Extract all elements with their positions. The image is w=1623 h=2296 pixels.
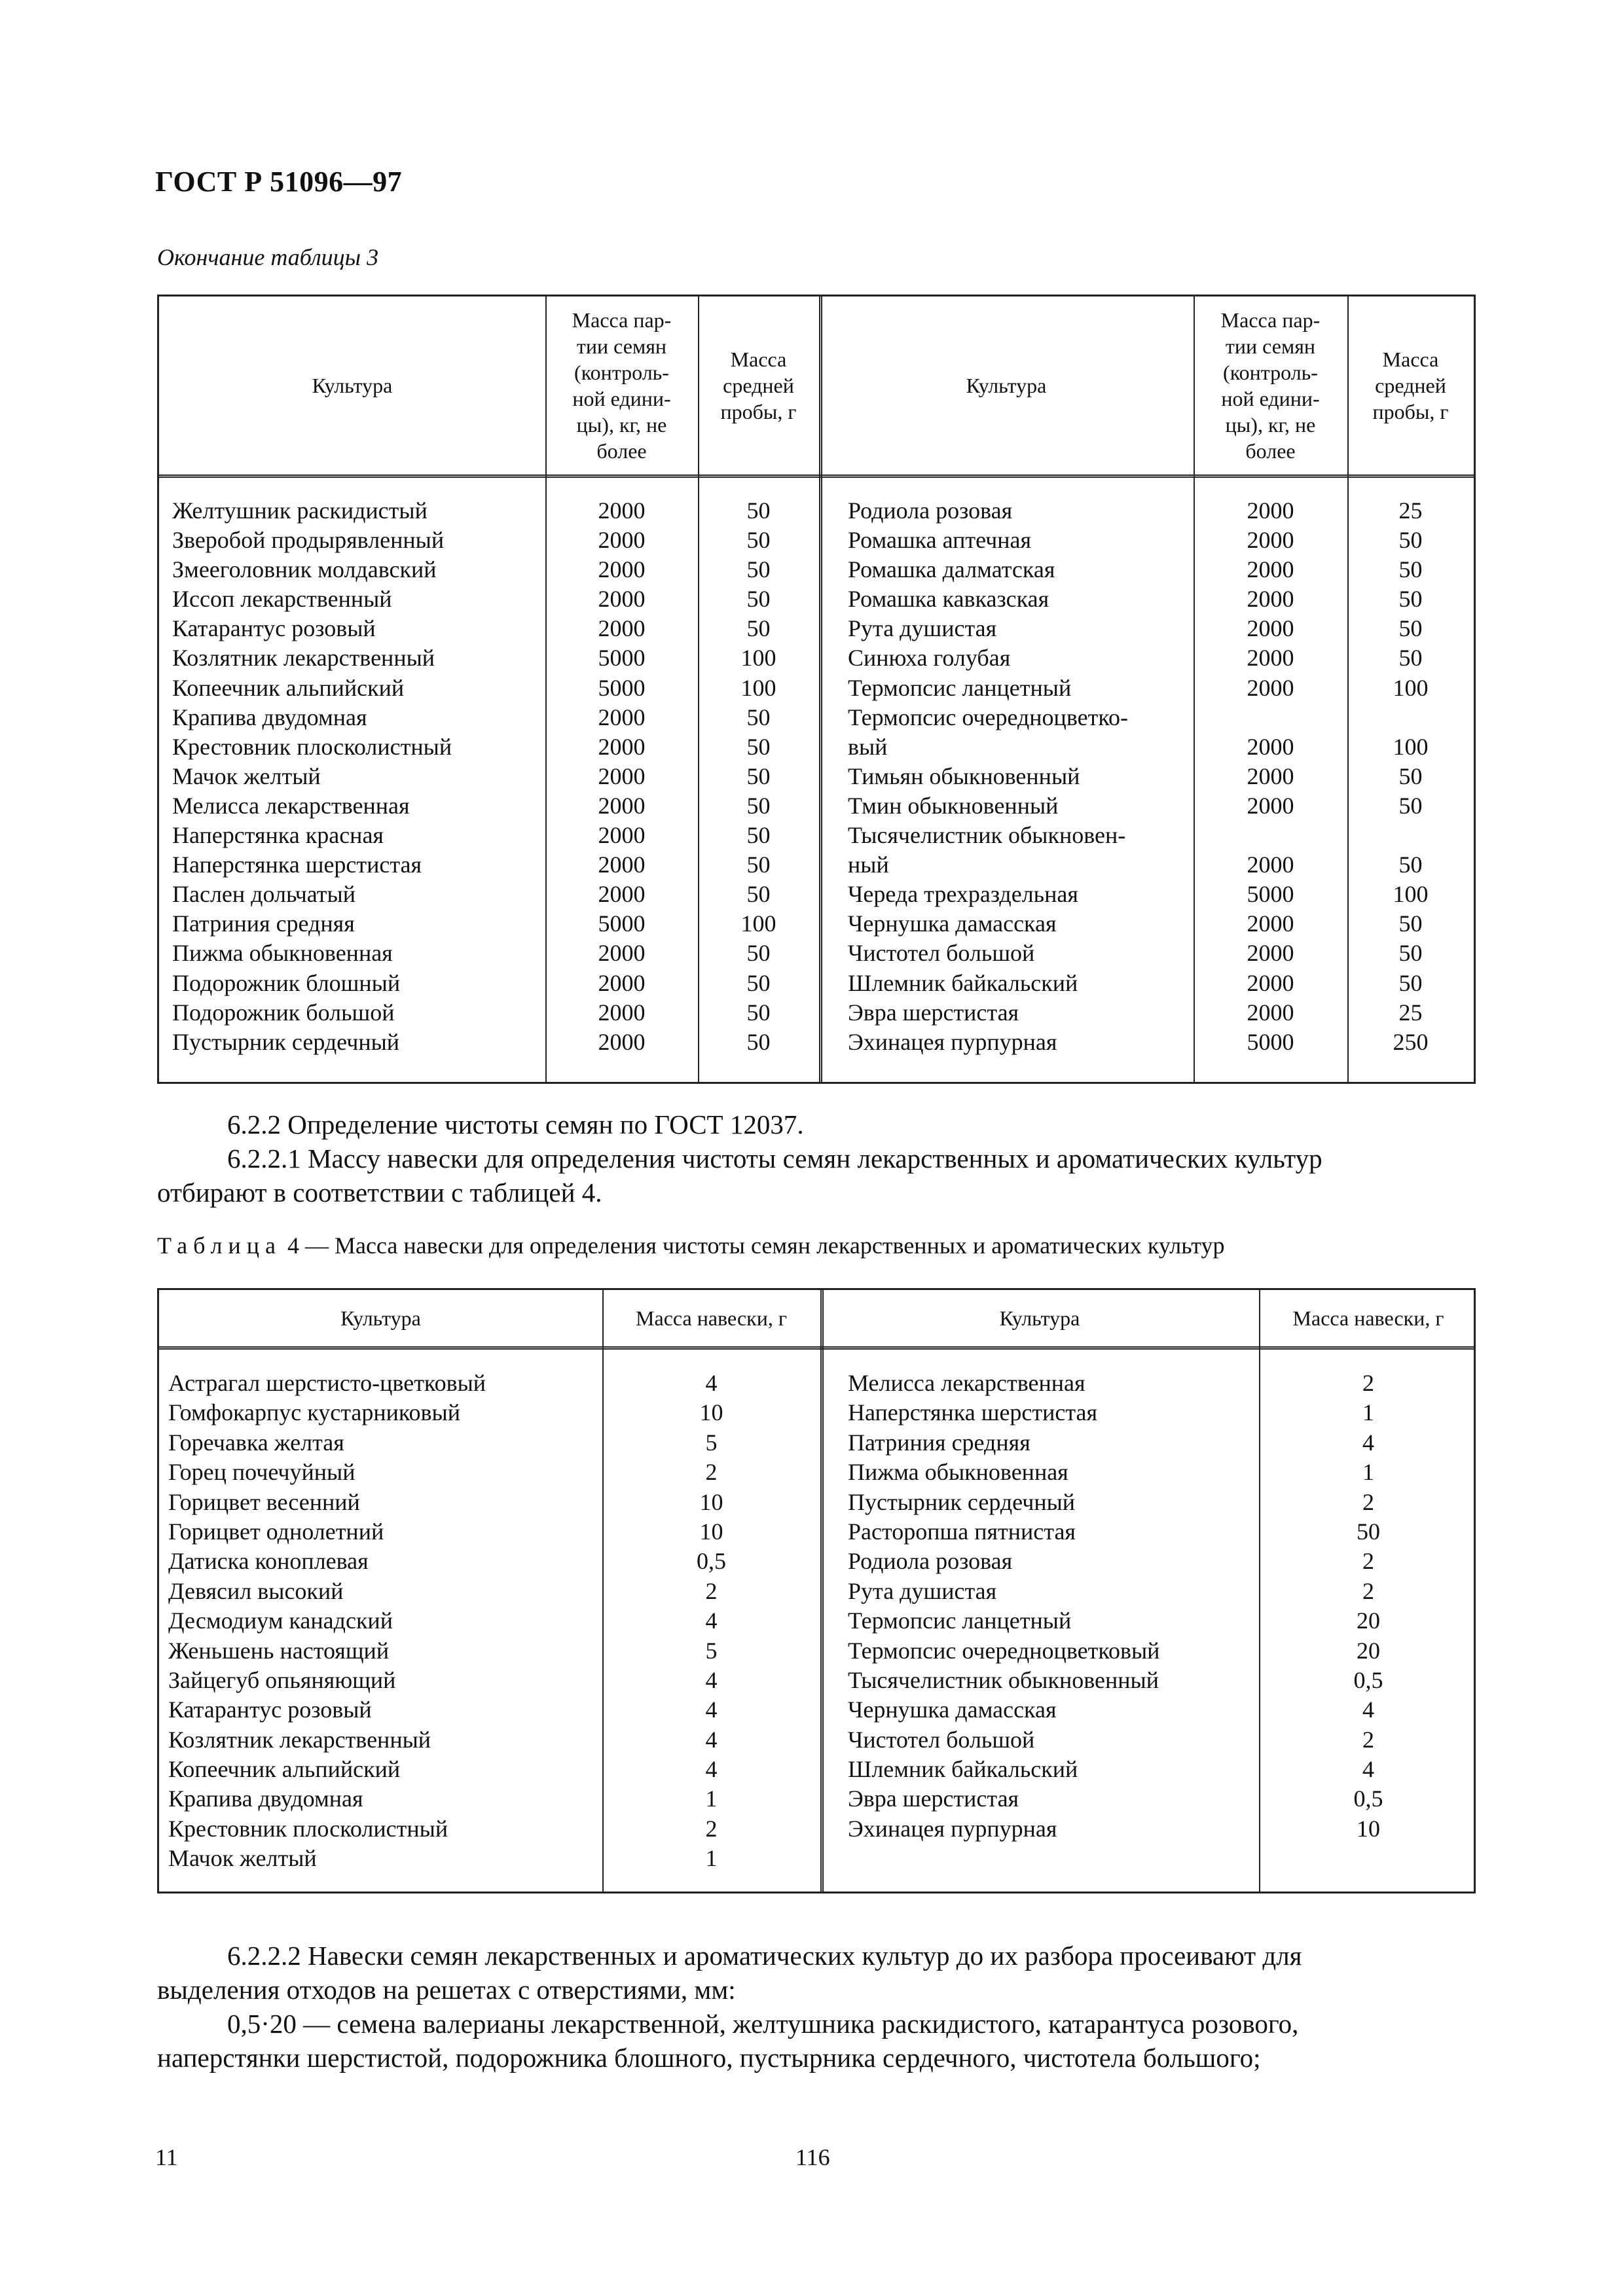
sample-mass-value: 25 (1398, 497, 1423, 524)
sample-mass-value: 250 (1393, 1028, 1429, 1055)
sample-mass-value: 50 (1398, 792, 1423, 819)
header-culture-right: Культура (966, 374, 1047, 397)
culture-name: Мачок желтый (168, 1845, 317, 1872)
culture-name: Пустырник сердечный (848, 1488, 1076, 1515)
sample-mass-value: 10 (699, 1488, 723, 1515)
culture-name: Термопсис очередноцветковый (848, 1637, 1160, 1664)
culture-name: Подорожник блошный (172, 969, 401, 996)
culture-name: Датиска коноплевая (168, 1548, 369, 1575)
culture-name: Рута душистая (848, 1577, 997, 1604)
lot-mass-value: 2000 (598, 940, 646, 967)
culture-name: Патриния средняя (172, 910, 355, 937)
sample-mass-value: 50 (746, 704, 771, 730)
header-line: цы), кг, не (576, 413, 667, 437)
sample-mass-value: 2 (1362, 1370, 1374, 1396)
culture-name: Девясил высокий (168, 1577, 344, 1604)
sample-mass-value: 4 (705, 1756, 718, 1783)
header-sample-mass-left (698, 296, 819, 475)
lot-mass-value: 2000 (1247, 674, 1294, 701)
culture-name: Рута душистая (848, 615, 997, 642)
header-line: более (596, 439, 647, 463)
culture-name: Змееголовник молдавский (172, 556, 437, 583)
col4-culture-left (168, 1369, 600, 1874)
sample-mass-value: 100 (740, 910, 776, 937)
sample-mass-value: 50 (746, 527, 771, 554)
culture-name: Тысячелистник обыкновенный (848, 1666, 1159, 1693)
para-6-2-2-2-line1: 6.2.2.2 Навески семян лекарственных и ароматических культур до их разбора просеивают для (227, 1941, 1302, 1971)
lot-mass-value: 2000 (1247, 527, 1294, 554)
sample-mass-value: 50 (1398, 615, 1423, 642)
sample-mass-value: 4 (705, 1726, 718, 1753)
header-line: Масса пар- (572, 308, 672, 332)
lot-mass-value: 2000 (598, 762, 646, 789)
header-line: ной едини- (572, 387, 671, 410)
sample-mass-value: 2 (1362, 1726, 1374, 1753)
sample-mass-value: 20 (1357, 1607, 1380, 1634)
table-3 (157, 295, 1476, 1084)
culture-name: ный (848, 852, 889, 878)
para-6-2-2-2-line2: выделения отходов на решетах с отверстиями, мм: (157, 1975, 736, 2005)
culture-name: вый (848, 733, 888, 760)
lot-mass-value: 2000 (1247, 762, 1294, 789)
culture-name: Расторопша пятнистая (848, 1518, 1076, 1545)
sample-mass-value: 1 (705, 1785, 718, 1812)
culture-name: Ромашка кавказская (848, 586, 1049, 613)
lot-mass-value: 2000 (598, 822, 646, 849)
culture-name: Катарантус розовый (168, 1696, 372, 1723)
sample-mass-value: 50 (746, 792, 771, 819)
footer-sheet-number: 11 (155, 2144, 178, 2170)
lot-mass-value: 2000 (1247, 910, 1294, 937)
culture-name: Тимьян обыкновенный (848, 762, 1080, 789)
sample-mass-value: 100 (740, 645, 776, 672)
sample-mass-value: 5 (705, 1637, 718, 1664)
lot-mass-value: 2000 (598, 999, 646, 1026)
sample-mass-value (1347, 821, 1474, 850)
sample-mass-value: 10 (699, 1518, 723, 1545)
culture-name: Тысячелистник обыкновен- (848, 822, 1126, 849)
lot-mass-value: 5000 (598, 910, 646, 937)
lot-mass-value: 2000 (598, 969, 646, 996)
culture-name: Копеечник альпийский (172, 674, 405, 701)
lot-mass-value: 2000 (598, 615, 646, 642)
culture-name: Ромашка далматская (848, 556, 1055, 583)
culture-name: Чернушка дамасская (848, 910, 1057, 937)
header-culture-left: Культура (312, 374, 393, 397)
sample-mass-value: 4 (1362, 1696, 1374, 1723)
culture-name: Термопсис очередноцветко- (848, 704, 1128, 730)
culture-name: Чистотел большой (848, 1726, 1035, 1753)
sample-mass-value: 4 (705, 1666, 718, 1693)
header-line: Масса (1382, 348, 1439, 371)
lot-mass-value: 2000 (598, 1028, 646, 1055)
culture-name: Синюха голубая (848, 645, 1011, 672)
sample-mass-value: 50 (1398, 969, 1423, 996)
sample-mass-value: 2 (705, 1815, 718, 1842)
document-code: ГОСТ Р 51096—97 (155, 166, 403, 198)
culture-name: Эхинацея пурпурная (848, 1815, 1057, 1842)
culture-name: Козлятник лекарственный (172, 645, 435, 672)
header-line: Масса пар- (1220, 308, 1321, 332)
sample-mass-value: 0,5 (1353, 1666, 1383, 1693)
lot-mass-value: 2000 (598, 733, 646, 760)
culture-name: Шлемник байкальский (848, 969, 1078, 996)
header-line: Масса (730, 348, 787, 371)
sample-mass-value: 1 (1362, 1399, 1374, 1426)
culture-name: Горечавка желтая (168, 1429, 344, 1456)
culture-name: Родиола розовая (848, 497, 1013, 524)
col-culture-left (172, 496, 539, 1057)
lot-mass-value: 2000 (598, 586, 646, 613)
culture-name: Ромашка аптечная (848, 527, 1032, 554)
lot-mass-value: 2000 (1247, 497, 1294, 524)
sample-mass-value: 50 (746, 881, 771, 908)
culture-name: Иссоп лекарственный (172, 586, 392, 613)
header4-culture-left: Культура (340, 1306, 421, 1330)
header-line: тии семян (576, 334, 667, 358)
sample-mass-value: 50 (746, 586, 771, 613)
sample-mass-value: 50 (746, 852, 771, 878)
sample-mass-value: 100 (740, 674, 776, 701)
sample-mass-value: 5 (705, 1429, 718, 1456)
sample-mass-value: 4 (705, 1696, 718, 1723)
culture-name: Горицвет весенний (168, 1488, 360, 1515)
sample-mass-value: 50 (746, 940, 771, 967)
culture-name: Козлятник лекарственный (168, 1726, 431, 1753)
lot-mass-value: 2000 (598, 527, 646, 554)
culture-name: Горец почечуйный (168, 1459, 356, 1486)
para-6-2-2-1-line2: отбирают в соответствии с таблицей 4. (157, 1177, 602, 1208)
header-sample-mass-right (1347, 296, 1474, 475)
lot-mass-value: 2000 (1247, 615, 1294, 642)
culture-name: Наперстянка шерстистая (172, 852, 422, 878)
para-sieve-line2: наперстянки шерстистой, подорожника блошного, пустырника сердечного, чистотела большого; (157, 2043, 1261, 2073)
header-line: пробы, г (1372, 400, 1449, 423)
culture-name: Копеечник альпийский (168, 1756, 401, 1783)
para-sieve-line1: 0,5·20 — семена валерианы лекарственной, желтушника раскидистого, катарантуса розового, (227, 2009, 1299, 2039)
culture-name: Катарантус розовый (172, 615, 376, 642)
header-lot-mass-left (545, 296, 698, 475)
header-lot-mass-right (1194, 296, 1347, 475)
col4-culture-right (848, 1369, 1257, 1844)
header-line: цы), кг, не (1225, 413, 1316, 437)
culture-name: Чернушка дамасская (848, 1696, 1057, 1723)
culture-name: Эвра шерстистая (848, 999, 1019, 1026)
sample-mass-value: 20 (1357, 1637, 1380, 1664)
table-4-caption-text: 4 — Масса навески для определения чистоты семян лекарственных и ароматических культур (287, 1232, 1225, 1259)
para-6-2-2-1-line1: 6.2.2.1 Массу навески для определения чистоты семян лекарственных и ароматических культур (227, 1143, 1322, 1174)
sample-mass-value: 2 (1362, 1488, 1374, 1515)
header4-culture-right: Культура (999, 1306, 1080, 1330)
culture-name: Астрагал шерстисто-цветковый (168, 1370, 486, 1396)
lot-mass-value: 2000 (598, 852, 646, 878)
sample-mass-value: 2 (705, 1459, 718, 1486)
sample-mass-value: 50 (1357, 1518, 1380, 1545)
culture-name: Крестовник плосколистный (172, 733, 452, 760)
sample-mass-value: 50 (1398, 586, 1423, 613)
sample-mass-value: 50 (1398, 527, 1423, 554)
sample-mass-value: 100 (1393, 674, 1429, 701)
col-sample-left (698, 496, 819, 1057)
sample-mass-value: 1 (1362, 1459, 1374, 1486)
lot-mass-value: 2000 (598, 497, 646, 524)
sample-mass-value: 50 (746, 615, 771, 642)
lot-mass-value: 2000 (1247, 586, 1294, 613)
culture-name: Мелисса лекарственная (172, 792, 410, 819)
table-4-caption (157, 1232, 1225, 1259)
sample-mass-value: 50 (746, 556, 771, 583)
sample-mass-value: 0,5 (1353, 1785, 1383, 1812)
lot-mass-value (1194, 821, 1347, 850)
sample-mass-value: 50 (746, 969, 771, 996)
culture-name: Шлемник байкальский (848, 1756, 1078, 1783)
culture-name: Тмин обыкновенный (848, 792, 1059, 819)
sample-mass-value: 50 (1398, 645, 1423, 672)
header4-mass-left: Масса навески, г (636, 1306, 787, 1330)
lot-mass-value (1194, 703, 1347, 732)
sample-mass-value: 50 (1398, 852, 1423, 878)
col-lot-right (1194, 496, 1347, 1057)
culture-name: Пижма обыкновенная (172, 940, 393, 967)
lot-mass-value: 2000 (1247, 733, 1294, 760)
lot-mass-value: 2000 (598, 704, 646, 730)
sample-mass-value: 25 (1398, 999, 1423, 1026)
lot-mass-value: 2000 (1247, 556, 1294, 583)
sample-mass-value: 50 (746, 497, 771, 524)
lot-mass-value: 2000 (598, 881, 646, 908)
lot-mass-value: 2000 (598, 792, 646, 819)
para-6-2-2: 6.2.2 Определение чистоты семян по ГОСТ 12037. (227, 1109, 804, 1139)
culture-name: Женьшень настоящий (168, 1637, 390, 1664)
col4-mass-left (602, 1369, 820, 1874)
culture-name: Желтушник раскидистый (172, 497, 428, 524)
sample-mass-value: 2 (1362, 1548, 1374, 1575)
sample-mass-value: 1 (705, 1845, 718, 1872)
culture-name: Зверобой продырявленный (172, 527, 445, 554)
header-line: (контроль- (574, 361, 669, 384)
sample-mass-value: 4 (1362, 1756, 1374, 1783)
culture-name: Паслен дольчатый (172, 881, 356, 908)
footer-page-number: 116 (795, 2144, 830, 2170)
culture-name: Эвра шерстистая (848, 1785, 1019, 1812)
culture-name: Гомфокарпус кустарниковый (168, 1399, 460, 1426)
sample-mass-value: 100 (1393, 881, 1429, 908)
culture-name: Крестовник плосколистный (168, 1815, 448, 1842)
lot-mass-value: 2000 (1247, 645, 1294, 672)
sample-mass-value: 50 (1398, 762, 1423, 789)
header-line: средней (723, 374, 794, 397)
culture-name: Термопсис ланцетный (848, 1607, 1072, 1634)
header-line: пробы, г (720, 400, 797, 423)
col-lot-left (545, 496, 698, 1057)
culture-name: Зайцегуб опьяняющий (168, 1666, 396, 1693)
culture-name: Десмодиум канадский (168, 1607, 393, 1634)
col-sample-right (1347, 496, 1474, 1057)
col-culture-right (848, 496, 1192, 1057)
sample-mass-value: 50 (746, 1028, 771, 1055)
lot-mass-value: 2000 (1247, 969, 1294, 996)
header4-mass-right: Масса навески, г (1292, 1306, 1444, 1330)
sample-mass-value: 2 (705, 1577, 718, 1604)
table-continuation-label: Окончание таблицы 3 (157, 244, 379, 270)
lot-mass-value: 2000 (1247, 792, 1294, 819)
sample-mass-value: 50 (1398, 940, 1423, 967)
sample-mass-value: 50 (746, 999, 771, 1026)
table-4-caption-word: Таблица (157, 1232, 282, 1259)
culture-name: Наперстянка шерстистая (848, 1399, 1098, 1426)
lot-mass-value: 2000 (1247, 852, 1294, 878)
sample-mass-value: 100 (1393, 733, 1429, 760)
sample-mass-value (1347, 703, 1474, 732)
col4-mass-right (1259, 1369, 1478, 1844)
sample-mass-value: 4 (1362, 1429, 1374, 1456)
header-line: ной едини- (1221, 387, 1320, 410)
sample-mass-value: 10 (699, 1399, 723, 1426)
culture-name: Патриния средняя (848, 1429, 1030, 1456)
culture-name: Мелисса лекарственная (848, 1370, 1085, 1396)
sample-mass-value: 50 (746, 733, 771, 760)
header-line: тии семян (1225, 334, 1316, 358)
lot-mass-value: 5000 (1247, 881, 1294, 908)
culture-name: Термопсис ланцетный (848, 674, 1072, 701)
culture-name: Пустырник сердечный (172, 1028, 400, 1055)
sample-mass-value: 50 (746, 762, 771, 789)
header-line: (контроль- (1223, 361, 1318, 384)
header-line: более (1245, 439, 1296, 463)
sample-mass-value: 0,5 (697, 1548, 726, 1575)
table-4 (157, 1288, 1476, 1893)
culture-name: Наперстянка красная (172, 822, 384, 849)
culture-name: Подорожник большой (172, 999, 395, 1026)
culture-name: Череда трехраздельная (848, 881, 1078, 908)
sample-mass-value: 10 (1357, 1815, 1380, 1842)
sample-mass-value: 4 (705, 1607, 718, 1634)
header-line: средней (1375, 374, 1446, 397)
sample-mass-value: 2 (1362, 1577, 1374, 1604)
culture-name: Мачок желтый (172, 762, 321, 789)
culture-name: Чистотел большой (848, 940, 1035, 967)
culture-name: Пижма обыкновенная (848, 1459, 1068, 1486)
lot-mass-value: 2000 (1247, 999, 1294, 1026)
culture-name: Родиола розовая (848, 1548, 1013, 1575)
culture-name: Крапива двудомная (172, 704, 367, 730)
culture-name: Крапива двудомная (168, 1785, 363, 1812)
culture-name: Эхинацея пурпурная (848, 1028, 1057, 1055)
lot-mass-value: 5000 (1247, 1028, 1294, 1055)
lot-mass-value: 5000 (598, 645, 646, 672)
lot-mass-value: 2000 (598, 556, 646, 583)
sample-mass-value: 50 (1398, 556, 1423, 583)
culture-name: Горицвет однолетний (168, 1518, 384, 1545)
lot-mass-value: 2000 (1247, 940, 1294, 967)
sample-mass-value: 50 (746, 822, 771, 849)
sample-mass-value: 4 (705, 1370, 718, 1396)
sample-mass-value: 50 (1398, 910, 1423, 937)
lot-mass-value: 5000 (598, 674, 646, 701)
